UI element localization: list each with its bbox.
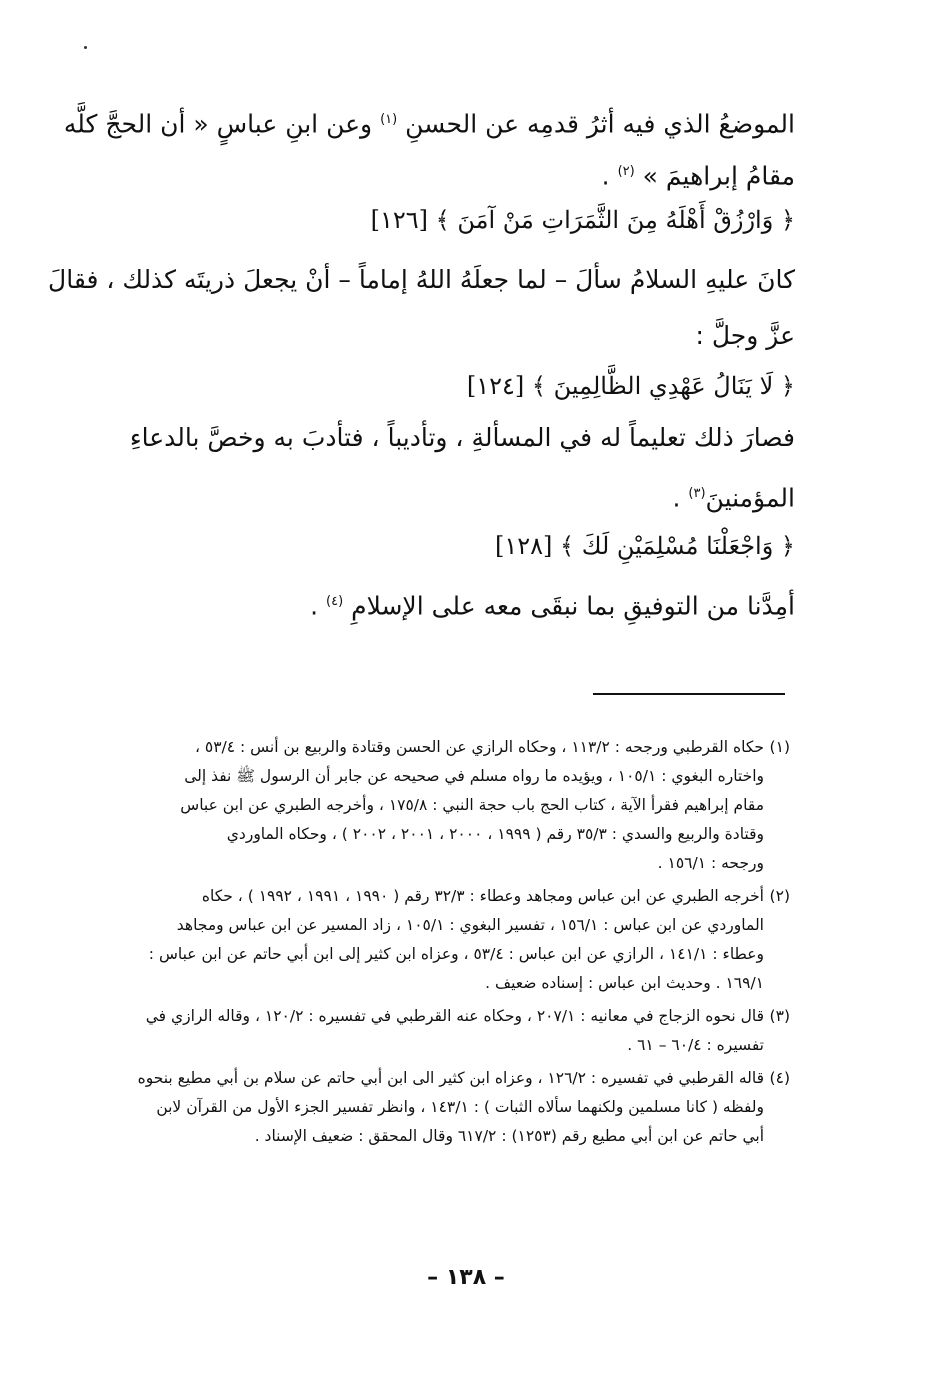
- footnote-4-line-3: أبي حاتم عن ابن أبي مطيع رقم (١٢٥٣) : ٦١٧/٢ وقال المحقق : ضعيف الإسناد .: [254, 1127, 764, 1145]
- footnote-2: [95, 882, 790, 998]
- quran-verse-128: ﴿ وَاجْعَلْنَا مُسْلِمَيْنِ لَكَ ﴾ [١٢٨]: [495, 532, 795, 560]
- text-line-1-part-b: وعن ابنِ عباسٍ « أن الحجَّ كلَّه: [63, 109, 373, 139]
- text-line-2-text: مقامُ إبراهيمَ »: [642, 161, 795, 191]
- footnote-1-line-1: [95, 733, 790, 762]
- footnote-2-line-3: وعطاء : ١٤١/١ ، الرازي عن ابن عباس : ٥٣/٤ ، وعزاه ابن كثير إلى ابن أبي حاتم عن ابن عباس :: [148, 945, 764, 963]
- quran-verse-126: ﴿ وَارْزُقْ أَهْلَهُ مِنَ الثَّمَرَاتِ مَنْ آمَنَ ﴾ [١٢٦]: [370, 206, 795, 234]
- footnote-marker-2: (٢): [617, 164, 635, 179]
- speck: [84, 46, 87, 49]
- quran-verse-124: ﴿ لَا يَنَالُ عَهْدِي الظَّالِمِينَ ﴾ [١٢٤]: [466, 372, 795, 400]
- footnote-3-line-2: تفسيره : ٦٠/٤ – ٦١ .: [627, 1036, 764, 1054]
- text-line-5: عزَّ وجلَّ :: [695, 321, 795, 350]
- footnote-1-line-2: واختاره البغوي : ١٠٥/١ ، ويؤيده ما رواه مسلم في صحيحه عن جابر أن الرسول ﷺ نفذ إلى: [184, 767, 764, 785]
- footnote-2-line-1: [95, 882, 790, 911]
- line-8-dot: .: [672, 483, 681, 513]
- footnote-4-number: (٤): [769, 1069, 790, 1087]
- footnote-1-text-1: حكاه القرطبي ورجحه : ١١٣/٢ ، وحكاه الرازي عن الحسن وقتادة والربيع بن أنس : ٥٣/٤ ،: [194, 738, 764, 756]
- footnote-4-text-1: قاله القرطبي في تفسيره : ١٢٦/٢ ، وعزاه ابن كثير الى ابن أبي حاتم عن سلام بن أبي مطيع بنحوه: [137, 1069, 764, 1087]
- footnote-2-text-1: أخرجه الطبري عن ابن عباس ومجاهد وعطاء : ٣٢/٣ رقم ( ١٩٩٠ ، ١٩٩١ ، ١٩٩٢ ) ، حكاه: [201, 887, 764, 905]
- footnote-4: [95, 1064, 790, 1151]
- text-line-1: [64, 105, 795, 139]
- text-line-8: [673, 479, 796, 513]
- footnote-4-line-2: ولفظه ( كانا مسلمين ولكنهما سألاه الثبات ) : ١٤٣/١ ، وانظر تفسير الجزء الأول من القرآن لابن: [156, 1098, 764, 1116]
- footnote-separator: [593, 693, 785, 695]
- text-line-4: كانَ عليهِ السلامُ سألَ – لما جعلَهُ اللهُ إماماً – أنْ يجعلَ ذريتَه كذلك ، فقالَ: [48, 265, 795, 294]
- footnote-3-line-1: [95, 1002, 790, 1031]
- footnote-3: [95, 1002, 790, 1060]
- footnote-1-line-4: وقتادة والربيع والسدي : ٣٥/٣ رقم ( ١٩٩٩ ، ٢٠٠٠ ، ٢٠٠١ ، ٢٠٠٢ ) ، وحكاه الماوردي: [226, 825, 764, 843]
- footnote-1-number: (١): [769, 738, 790, 756]
- text-line-10-text: أمِدَّنا من التوفيقِ بما نبقَى معه على الإسلامِ: [351, 591, 795, 621]
- footnote-2-number: (٢): [769, 887, 790, 905]
- footnote-2-line-2: الماوردي عن ابن عباس : ١٥٦/١ ، تفسير البغوي : ١٠٥/١ ، زاد المسير عن ابن عباس ومجاهد: [176, 916, 764, 934]
- text-line-10: [310, 587, 795, 621]
- text-line-7: فصارَ ذلك تعليماً له في المسألةِ ، وتأديباً ، فتأدبَ به وخصَّ بالدعاءِ: [129, 423, 795, 452]
- footnote-2-line-4: ١٦٩/١ . وحديث ابن عباس : إسناده ضعيف .: [485, 974, 764, 992]
- footnote-4-line-1: [95, 1064, 790, 1093]
- footnote-1-line-5: ورجحه : ١٥٦/١ .: [657, 854, 764, 872]
- footnote-marker-4: (٤): [326, 594, 344, 609]
- footnote-marker-1: (١): [380, 112, 398, 127]
- line-2-dot: .: [601, 161, 610, 191]
- page-number: – ١٣٨ –: [427, 1265, 505, 1290]
- footnote-1: [95, 733, 790, 878]
- footnote-marker-3: (٣): [688, 486, 706, 501]
- footnotes: [95, 733, 790, 1155]
- text-line-2: [602, 157, 795, 191]
- footnote-1-line-3: مقام إبراهيم فقرأ الآية ، كتاب الحج باب حجة النبي : ١٧٥/٨ ، وأخرجه الطبري عن ابن عباس: [180, 796, 764, 814]
- text-line-8-text: المؤمنينَ: [705, 483, 795, 513]
- line-10-dot: .: [310, 591, 319, 621]
- footnote-3-text-1: قال نحوه الزجاج في معانيه : ٢٠٧/١ ، وحكاه عنه القرطبي في تفسيره : ١٢٠/٢ ، وقاله الرازي في: [145, 1007, 764, 1025]
- footnote-3-number: (٣): [769, 1007, 790, 1025]
- text-line-1-part-a: الموضعُ الذي فيه أثرُ قدمِه عن الحسنِ: [405, 109, 795, 139]
